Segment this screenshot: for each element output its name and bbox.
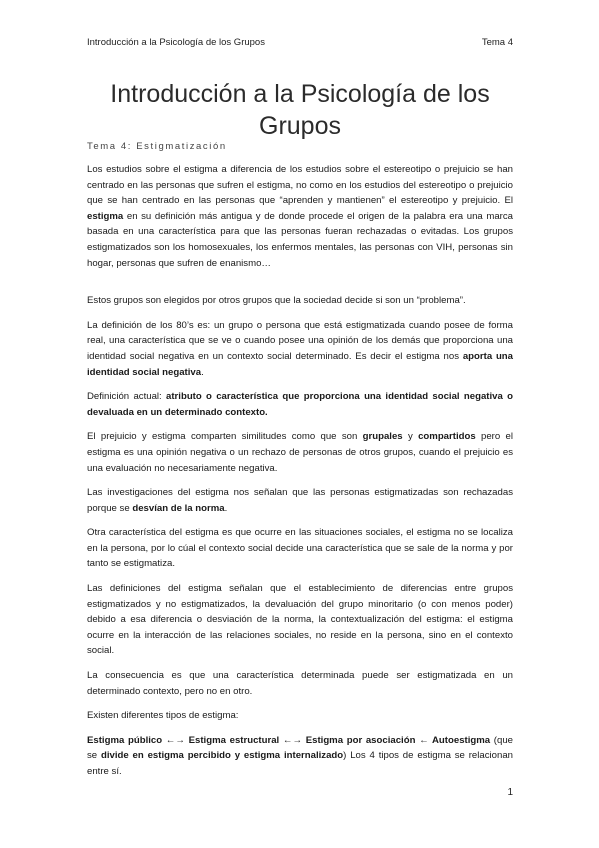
document-title: Introducción a la Psicología de los Grupos <box>110 80 490 140</box>
text-run: . <box>201 366 204 378</box>
bold-text: estigma <box>87 210 124 222</box>
paragraph <box>87 429 513 476</box>
paragraph <box>87 708 513 724</box>
paragraph <box>87 485 513 516</box>
text-run: Otra característica del estigma es que ocurre en las situaciones sociales, el estigma no se localiza en la persona, por lo cúal el contexto social decide una característica que se sale de la norma y por tanto se estigmatiza. <box>87 527 513 570</box>
paragraph <box>87 668 513 699</box>
text-run: Estos grupos son elegidos por otros grupos que la sociedad decide si son un “problema”. <box>87 295 466 307</box>
text-run: en su definición más antigua y de donde procede el origen de la palabra era una marca basada en una característica para que las personas fueran rechazadas o evitadas. Los grupos estigmatizados son los homosexuales, los enfermos mentales, las personas con VIH, personas sin hogar, personas que sufren de enanismo… <box>87 210 513 269</box>
header-topic-label: Tema 4 <box>481 37 513 48</box>
bold-text: grupales <box>362 431 403 443</box>
paragraph <box>87 293 513 309</box>
paragraph <box>87 318 513 380</box>
paragraph <box>87 389 513 420</box>
text-run: . <box>224 502 228 514</box>
text-run: Los estudios sobre el estigma a diferencia de los estudios sobre el estereotipo o prejuicio se han centrado en las personas que sufren el estigma, no como en los estudios del estereotipo o prejuicio que se han centrado en las personas que “aprenden y mantienen” el estereotipo y prejuicio. El <box>87 164 513 207</box>
document-subtitle: Tema 4: Estigmatización <box>87 141 227 152</box>
paragraph <box>87 525 513 572</box>
paragraph <box>87 581 513 659</box>
bold-text: divide en estigma percibido y estigma internalizado <box>100 750 344 762</box>
bold-text: aporta una identidad social negativa <box>87 350 514 378</box>
text-run: La consecuencia es que una característica determinada puede ser estigmatizada en un determinado contexto, pero no en otro. <box>87 670 513 697</box>
bold-text: atributo o característica que proporciona una identidad social negativa o devaluada en un determinado contexto. <box>87 391 513 418</box>
text-run: Las investigaciones del estigma nos señalan que las personas estigmatizadas son rechazadas porque se <box>87 487 513 514</box>
bold-text: desvían de la norma <box>132 502 225 514</box>
text-run: y <box>402 431 419 443</box>
page-number: 1 <box>507 787 513 798</box>
text-run: (que se <box>87 734 513 762</box>
bold-text: compartidos <box>418 431 476 443</box>
bold-text: Estigma público ←→ Estigma estructural ←→ Estigma por asociación ← Autoestigma <box>87 734 491 746</box>
page-header <box>87 37 513 51</box>
text-run: La definición de los 80’s es: un grupo o persona que está estigmatizada cuando posee de forma real, una característica que se ve o cuando posee una opinión de los demás que proporciona una identidad social negativa en un contexto social determinado. Es decir el estigma nos <box>87 319 513 362</box>
text-run: Las definiciones del estigma señalan que el establecimiento de diferencias entre grupos estigmatizados y no estigmatizados, la devaluación del grupo minoritario (o con menos poder) debido a esa diferencia o desviación de la norma, la contextualización del estigma: el estigma ocurre en la interacción de las relaciones sociales, no reside en la persona, sino en el contexto social. <box>87 583 513 657</box>
body-text <box>87 162 513 789</box>
paragraph <box>87 733 513 780</box>
text-run: Definición actual: <box>87 391 167 403</box>
text-run: El prejuicio y estigma comparten similitudes como que son <box>87 431 363 443</box>
text-run: pero el estigma es una opinión negativa o un rechazo de personas de otros grupos, cuando el prejuicio es una evaluación no necesariamente negativa. <box>87 431 513 474</box>
text-run: Existen diferentes tipos de estigma: <box>87 710 239 722</box>
paragraph <box>87 162 513 271</box>
text-run: ) Los 4 tipos de estigma se relacionan entre sí. <box>87 750 513 777</box>
header-document-title: Introducción a la Psicología de los Grupos <box>87 37 265 48</box>
